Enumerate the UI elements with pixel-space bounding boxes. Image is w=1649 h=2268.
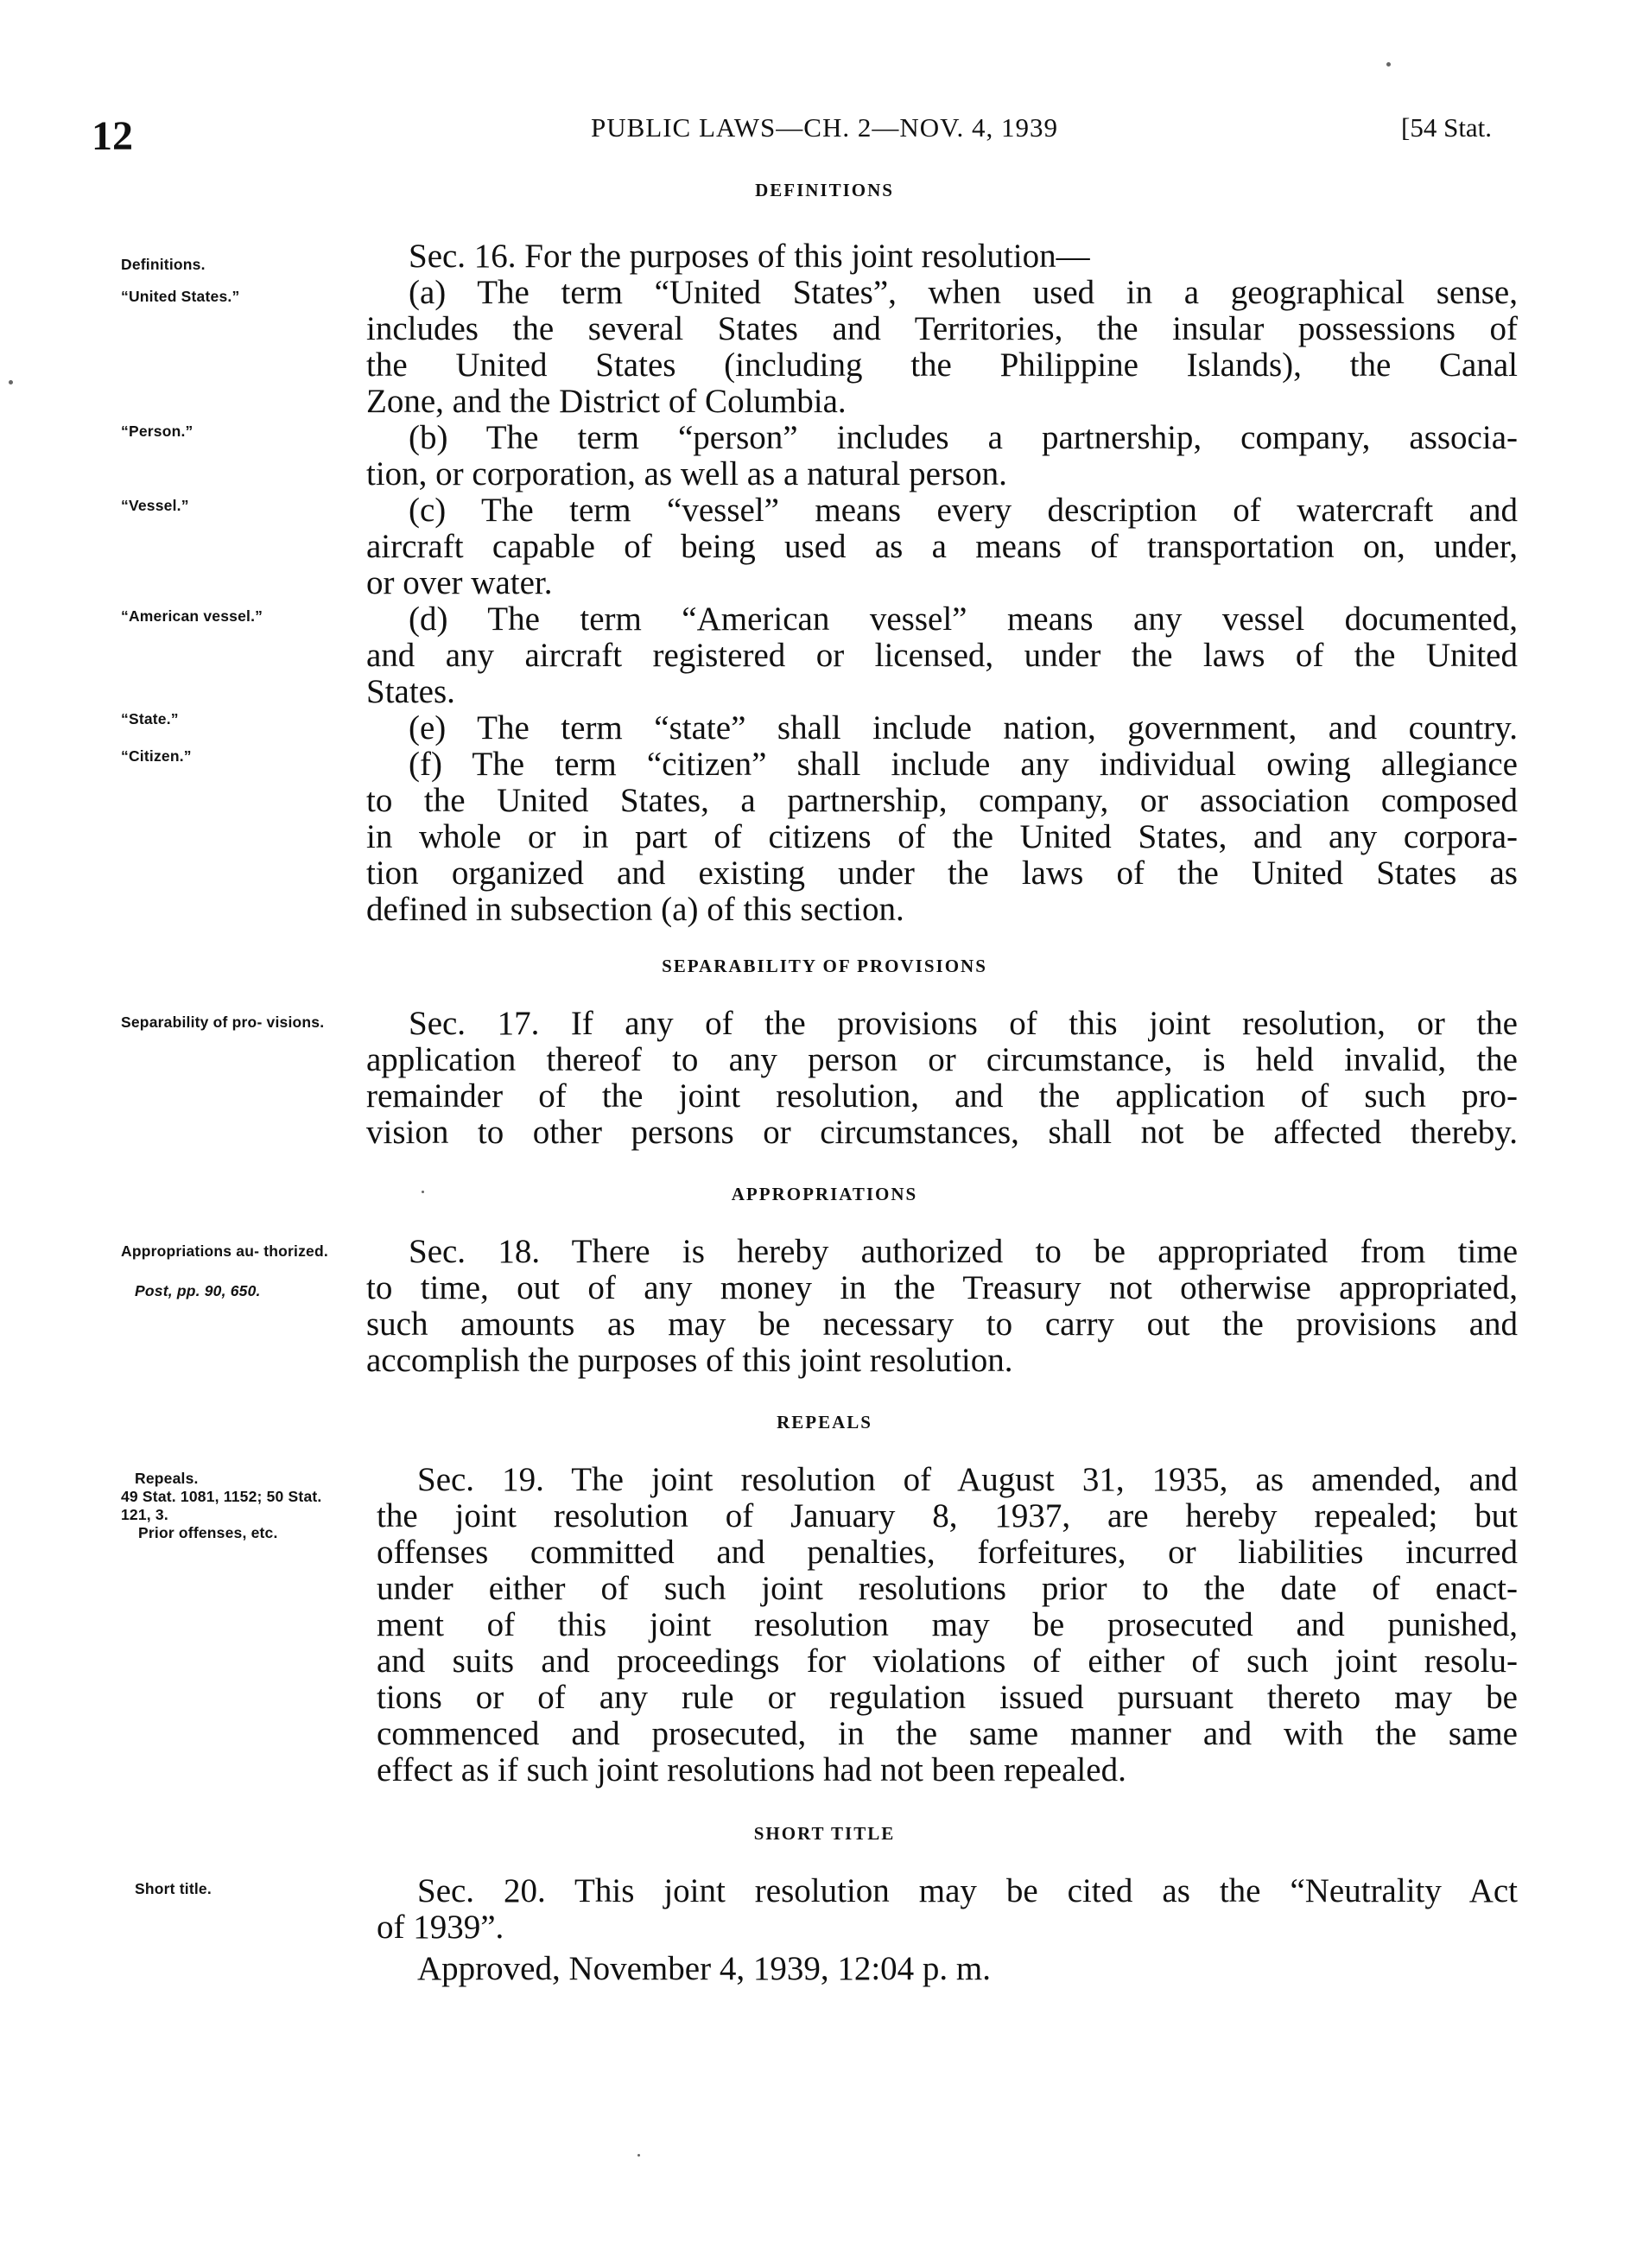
running-head: PUBLIC LAWS—CH. 2—NOV. 4, 1939 bbox=[590, 112, 1059, 143]
text-line: includes the several States and Territories, the insular possessions of bbox=[366, 310, 1518, 347]
note-state: “State.” bbox=[121, 710, 179, 727]
text-line: offenses committed and penalties, forfeitures, or liabilities incurred bbox=[377, 1534, 1518, 1571]
text-line: defined in subsection (a) of this section. bbox=[366, 891, 904, 928]
text-line: and suits and proceedings for violations of either of such joint resolu- bbox=[377, 1642, 1518, 1680]
text-line: ment of this joint resolution may be prosecuted and punished, bbox=[377, 1606, 1518, 1643]
scan-speck bbox=[637, 2154, 640, 2157]
text-line: the United States (including the Philippine Islands), the Canal bbox=[366, 346, 1518, 384]
heading-short-title: SHORT TITLE bbox=[753, 1823, 896, 1844]
text-line: to the United States, a partnership, company, or association composed bbox=[366, 782, 1518, 819]
heading-repeals: REPEALS bbox=[777, 1412, 872, 1433]
text-line: (c) The term “vessel” means every description of watercraft and bbox=[409, 492, 1518, 529]
text-line: tions or of any rule or regulation issued pursuant thereto may be bbox=[377, 1679, 1518, 1716]
text-line: Zone, and the District of Columbia. bbox=[366, 383, 847, 420]
text-line: (f) The term “citizen” shall include any individual owing allegiance bbox=[409, 746, 1518, 783]
text-line: such amounts as may be necessary to carry out the provisions and bbox=[366, 1306, 1518, 1343]
page-number: 12 bbox=[92, 113, 133, 159]
text-line: tion organized and existing under the laws of the United States as bbox=[366, 854, 1518, 892]
text-line: Sec. 17. If any of the provisions of this joint resolution, or the bbox=[409, 1005, 1518, 1042]
text-line: (d) The term “American vessel” means any vessel documented, bbox=[409, 600, 1518, 638]
text-line: Sec. 20. This joint resolution may be cited as the “Neutrality Act bbox=[417, 1872, 1518, 1909]
note-definitions: Definitions. bbox=[121, 256, 206, 273]
text-line: application thereof to any person or circumstance, is held invalid, the bbox=[366, 1041, 1518, 1078]
note-repeals: Repeals. bbox=[135, 1470, 199, 1487]
text-line: and any aircraft registered or licensed, under the laws of the United bbox=[366, 637, 1518, 674]
text-line: (a) The term “United States”, when used in a geographical sense, bbox=[409, 274, 1518, 311]
note-vessel: “Vessel.” bbox=[121, 497, 189, 514]
note-prior-offenses: Prior offenses, etc. bbox=[138, 1524, 278, 1541]
scan-speck bbox=[9, 380, 13, 384]
text-line: the joint resolution of January 8, 1937, are hereby repealed; but bbox=[377, 1497, 1518, 1534]
note-person: “Person.” bbox=[121, 422, 193, 440]
text-line: of 1939”. bbox=[377, 1909, 504, 1946]
text-line: under either of such joint resolutions prior to the date of enact- bbox=[377, 1570, 1518, 1607]
text-line: tion, or corporation, as well as a natural person. bbox=[366, 455, 1007, 492]
text-line: (e) The term “state” shall include nation, government, and country. bbox=[409, 709, 1518, 746]
text-line: Sec. 18. There is hereby authorized to be appropriated from time bbox=[409, 1233, 1518, 1270]
note-appropriations: Appropriations au- thorized. bbox=[121, 1242, 328, 1260]
text-line: effect as if such joint resolutions had not been repealed. bbox=[377, 1751, 1126, 1788]
text-line: accomplish the purposes of this joint resolution. bbox=[366, 1342, 1013, 1379]
scan-speck bbox=[1386, 62, 1391, 67]
heading-separability: SEPARABILITY OF PROVISIONS bbox=[662, 956, 987, 976]
text-line: in whole or in part of citizens of the United States, and any corpora- bbox=[366, 818, 1518, 855]
note-united-states: “United States.” bbox=[121, 288, 240, 305]
heading-definitions: DEFINITIONS bbox=[755, 180, 894, 200]
text-line: remainder of the joint resolution, and the application of such pro- bbox=[366, 1077, 1518, 1115]
note-repeals-ref: 49 Stat. 1081, 1152; 50 Stat. 121, 3. bbox=[121, 1488, 322, 1523]
text-line: vision to other persons or circumstances, shall not be affected thereby. bbox=[366, 1114, 1518, 1151]
text-line: (b) The term “person” includes a partnership, company, associa- bbox=[409, 419, 1518, 456]
text-line: commenced and prosecuted, in the same manner and with the same bbox=[377, 1715, 1518, 1752]
note-separability: Separability of pro- visions. bbox=[121, 1013, 325, 1031]
statute-reference: [54 Stat. bbox=[1401, 112, 1493, 143]
note-short-title: Short title. bbox=[135, 1880, 212, 1897]
text-line: States. bbox=[366, 673, 455, 710]
text-line: Sec. 19. The joint resolution of August 31, 1935, as amended, and bbox=[417, 1461, 1518, 1498]
text-line: Sec. 16. For the purposes of this joint resolution— bbox=[409, 238, 1090, 275]
note-appropriations-ref: Post, pp. 90, 650. bbox=[135, 1282, 261, 1299]
note-citizen: “Citizen.” bbox=[121, 747, 192, 765]
text-line: or over water. bbox=[366, 564, 553, 601]
approval-line: Approved, November 4, 1939, 12:04 p. m. bbox=[417, 1950, 991, 1987]
text-line: aircraft capable of being used as a means of transportation on, under, bbox=[366, 528, 1518, 565]
text-line: to time, out of any money in the Treasury not otherwise appropriated, bbox=[366, 1269, 1518, 1306]
note-american-vessel: “American vessel.” bbox=[121, 607, 263, 625]
heading-appropriations: APPROPRIATIONS bbox=[731, 1184, 918, 1204]
